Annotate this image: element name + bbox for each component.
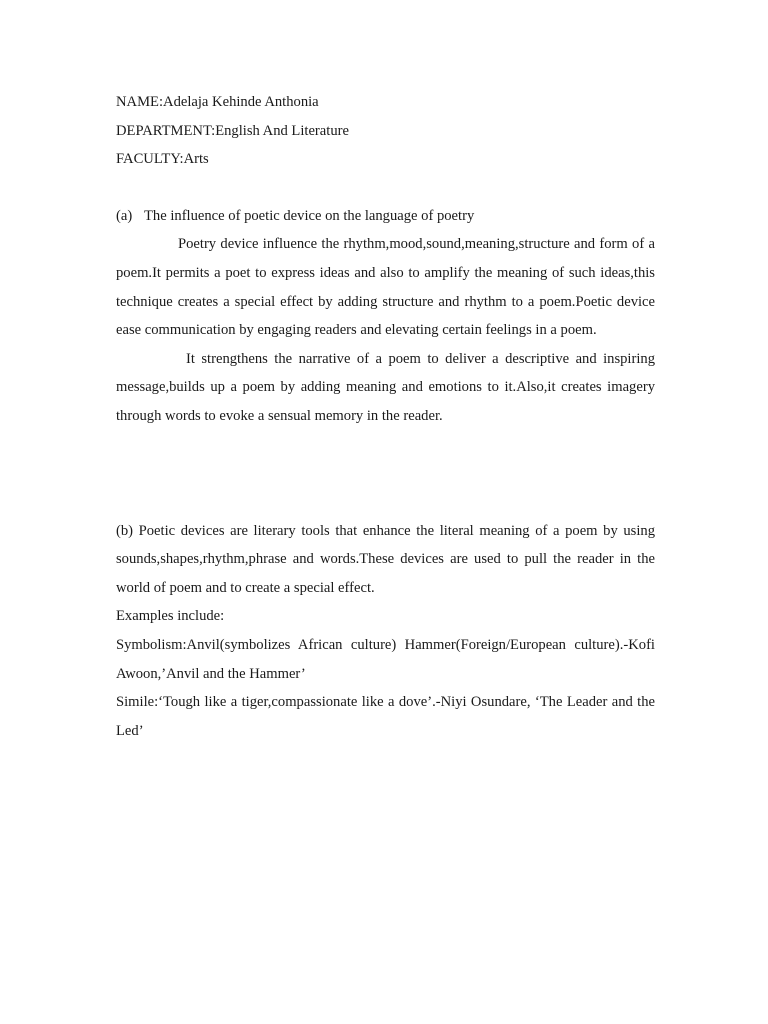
section-a-label: (a)	[116, 207, 133, 224]
section-a-paragraph-2: It strengthens the narrative of a poem to deliver a descriptive and inspiring message,builds up a poem by adding meaning and emotions to it.Also,it creates imagery through words to evoke a sensual memory in the reader.	[116, 350, 655, 424]
student-department: DEPARTMENT:English And Literature	[116, 122, 349, 139]
spacer	[116, 431, 655, 517]
document-body	[116, 88, 655, 745]
student-faculty: FACULTY:Arts	[116, 151, 209, 168]
section-a-heading	[116, 202, 655, 231]
example-simile: Simile:‘Tough like a tiger,compassionate like a dove’.-Niyi Osundare, ‘The Leader and the Led’	[116, 694, 655, 739]
example-symbolism: Symbolism:Anvil(symbolizes African culture) Hammer(Foreign/European culture).-Kofi Awoon,’Anvil and the Hammer’	[116, 636, 655, 682]
section-a-paragraph-1: Poetry device influence the rhythm,mood,sound,meaning,structure and form of a poem.It permits a poet to express ideas and also to amplify the meaning of such ideas,this technique creates a special effect by adding structure and rhythm to a poem.Poetic device ease communication by engaging readers and elevating certain feelings in a poem.	[116, 236, 655, 339]
section-a-title: The influence of poetic device on the language of poetry	[144, 207, 475, 224]
examples-intro: Examples include:	[116, 608, 225, 625]
student-name: NAME:Adelaja Kehinde Anthonia	[116, 94, 319, 110]
section-b-paragraph: (b) Poetic devices are literary tools that enhance the literal meaning of a poem by using sounds,shapes,rhythm,phrase and words.These devices are used to pull the reader in the world of poem and to create a special effect.	[116, 522, 655, 596]
spacer	[116, 174, 655, 202]
